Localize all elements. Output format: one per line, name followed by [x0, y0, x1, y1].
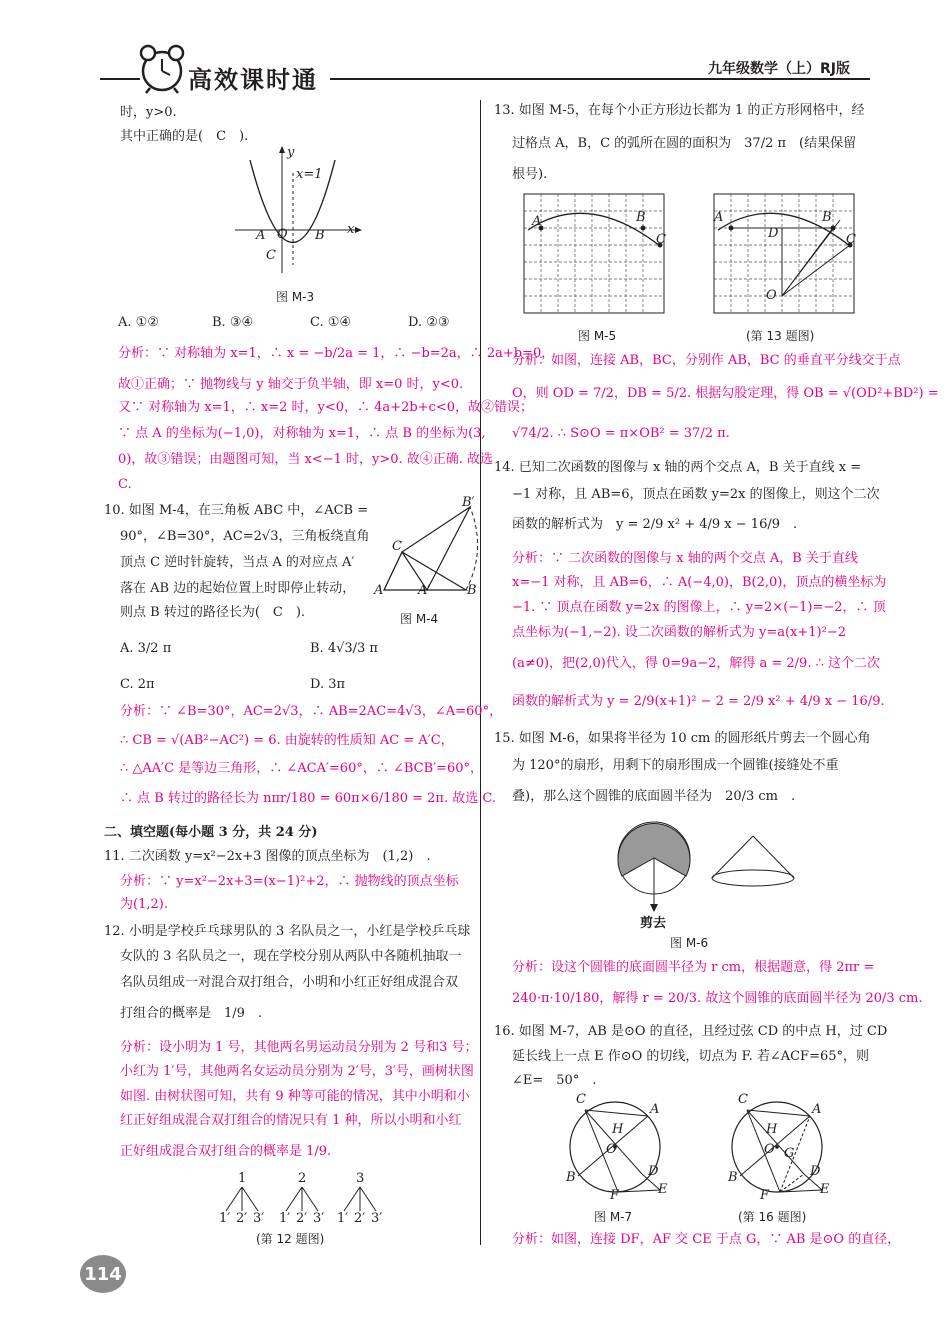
- q10-line1: 10. 如图 M-4，在三角板 ABC 中，∠ACB =: [104, 503, 369, 518]
- q16-line3: ∠E= 50° .: [512, 1073, 597, 1088]
- q13-line3: 根号).: [512, 167, 548, 182]
- analysis9-line6: C.: [118, 477, 132, 492]
- analysis11-line1: 分析：∵ y=x²−2x+3=(x−1)²+2，∴ 抛物线的顶点坐标: [120, 874, 459, 889]
- m7b-label-h: H: [766, 1122, 778, 1137]
- analysis9-line3: 又∵ 对称轴为 x=1，∴ x=2 时，y<0，∴ 4a+2b+c<0，故②错误；: [118, 400, 534, 415]
- tree-leaf: 3′: [313, 1211, 325, 1226]
- analysis9-line2: 故①正确；∵ 抛物线与 y 轴交于负半轴，即 x=0 时，y<0.: [118, 377, 464, 392]
- m5-label-a: A: [532, 214, 542, 229]
- tree-top-1: 1: [238, 1171, 247, 1186]
- m6-cut-label: 剪去: [640, 916, 667, 931]
- q16-line2: 延长线上一点 E 作⊙O 的切线，切点为 F. 若∠ACF=65°，则: [512, 1049, 870, 1064]
- m6-caption: 图 M-6: [670, 936, 709, 950]
- analysis13-line2: O，则 OD = 7/2，DB = 5/2. 根据勾股定理，得 OB = √(OD²+BD²) =: [512, 386, 939, 401]
- q9-option-c: C. ①④: [310, 315, 352, 330]
- q9-option-d: D. ②③: [408, 315, 450, 330]
- m7-label-e: E: [658, 1182, 668, 1197]
- m7-label-a: A: [650, 1102, 660, 1117]
- column-divider: [480, 100, 481, 1245]
- tree-leaf: 2′: [354, 1211, 366, 1226]
- analysis10-line1: 分析：∵ ∠B=30°，AC=2√3，∴ AB=2AC=4√3，∠A=60°，: [120, 704, 503, 719]
- analysis14-line6: 函数的解析式为 y = 2/9(x+1)² − 2 = 2/9 x² + 4/9 x − 16/9.: [512, 694, 885, 709]
- m7-label-d: D: [648, 1164, 659, 1179]
- q16-line1: 16. 如图 M-7，AB 是⊙O 的直径，且经过弦 CD 的中点 H，过 CD: [494, 1024, 888, 1039]
- analysis16-line1: 分析：如图，连接 DF，AF 交 CE 于点 G，∵ AB 是⊙O 的直径，: [512, 1232, 901, 1247]
- m5-label-c: C: [656, 232, 666, 247]
- analysis12-line5: 正好组成混合双打组合的概率是 1/9.: [120, 1144, 332, 1159]
- figure-m7-left: [560, 1092, 670, 1202]
- q15-line3: 叠)，那么这个圆锥的底面圆半径为 20/3 cm .: [512, 789, 796, 804]
- m4-label-c: C: [392, 539, 402, 554]
- q13-line2: 过格点 A，B，C 的弧所在圆的面积为 37/2 π (结果保留: [512, 136, 857, 151]
- q15-line2: 为 120°的扇形，用剩下的扇形围成一个圆锥(接缝处不重: [512, 758, 839, 773]
- analysis14-line1: 分析：∵ 二次函数的图像与 x 轴的两个交点 A，B 关于直线: [512, 551, 858, 566]
- figure-m5-right: [710, 190, 860, 320]
- q10-option-c: C. 2π: [120, 677, 155, 692]
- m7b-label-e: E: [820, 1182, 830, 1197]
- analysis12-line3: 如图. 由树状图可知，共有 9 种等可能的情况，其中小明和小: [120, 1089, 470, 1104]
- q9-tail: 时，y>0.: [120, 105, 177, 120]
- tree-diagram: [214, 1171, 394, 1227]
- m4-label-b: B: [467, 583, 477, 598]
- q10-line3: 顶点 C 逆时针旋转，当点 A 的对应点 A′: [120, 555, 355, 570]
- q12-line3: 名队员组成一对混合双打组合，小明和小红正好组成混合双: [120, 975, 459, 990]
- analysis10-line4: ∴ 点 B 转过的路径长为 nπr/180 = 60π×6/180 = 2π. 故选 C.: [120, 791, 496, 806]
- tree-leaf: 1′: [219, 1211, 231, 1226]
- analysis14-line3: −1. ∵ 顶点在函数 y=2x 的图像上，∴ y=2×(−1)=−2，∴ 顶: [512, 600, 886, 615]
- m5b-label-a: A: [714, 210, 724, 225]
- analysis15-line1: 分析：设这个圆锥的底面圆半径为 r cm，根据题意，得 2πr =: [512, 960, 875, 975]
- header-rule-right: [330, 78, 870, 80]
- analysis13-line3: √74/2. ∴ S⊙O = π×OB² = 37/2 π.: [512, 426, 730, 441]
- analysis9-line5: 0)，故③错误；由题图可知，当 x<−1 时，y>0. 故④正确. 故选: [118, 452, 494, 467]
- analysis12-line4: 红正好组成混合双打组合的情况只有 1 种，所以小明和小红: [120, 1113, 462, 1128]
- tree-caption: (第 12 题图): [256, 1232, 325, 1246]
- m4-label-a1: A′: [418, 583, 431, 598]
- header-edition: 九年级数学（上）RJ版: [708, 61, 850, 77]
- analysis12-line1: 分析：设小明为 1 号，其他两名男运动员分别为 2 号和3 号；: [120, 1040, 478, 1055]
- m7b-label-d: D: [810, 1164, 821, 1179]
- analysis9-line1: 分析：∵ 对称轴为 x=1，∴ x = −b/2a = 1，∴ −b=2a，∴ 2a+b=0，: [118, 346, 555, 361]
- analysis10-line2: ∴ CB = √(AB²−AC²) = 6. 由旋转的性质知 AC = A′C，: [120, 733, 454, 748]
- m4-label-b1: B′: [462, 495, 475, 510]
- figure-m7-right: [722, 1092, 832, 1202]
- m7b-label-c: C: [738, 1092, 748, 1107]
- m4-caption: 图 M-4: [400, 612, 439, 626]
- m5b-label-c: C: [846, 232, 856, 247]
- m5-caption2: (第 13 题图): [746, 329, 815, 343]
- analysis14-line2: x=−1 对称，且 AB=6，∴ A(−4,0)，B(2,0)，顶点的横坐标为: [512, 575, 887, 590]
- m7-label-b: B: [566, 1170, 576, 1185]
- figure-m6: [616, 818, 816, 931]
- q12-line2: 女队的 3 名队员之一，现在学校分别从两队中各随机抽取一: [120, 949, 462, 964]
- m7-label-c: C: [576, 1092, 586, 1107]
- m3-label-b: B: [315, 228, 325, 243]
- m5b-label-d: D: [768, 226, 779, 241]
- alarm-clock-logo-icon: [138, 42, 186, 94]
- m7-caption: 图 M-7: [594, 1210, 633, 1224]
- m3-label-o: O: [277, 227, 288, 242]
- m7b-label-a: A: [812, 1102, 822, 1117]
- q12-line4: 打组合的概率是 1/9 .: [120, 1006, 263, 1021]
- q10-line5: 则点 B 转过的路径长为( C ).: [120, 605, 306, 620]
- q14-line2: −1 对称，且 AB=6，顶点在函数 y=2x 的图像上，则这个二次: [512, 487, 880, 502]
- m7b-label-b: B: [728, 1170, 738, 1185]
- tree-leaf: 1′: [337, 1211, 349, 1226]
- analysis14-line5: (a≠0)，把(2,0)代入，得 0=9a−2，解得 a = 2/9. ∴ 这个二次: [512, 656, 880, 671]
- m3-label-c: C: [266, 248, 276, 263]
- q12-line1: 12. 小明是学校乒乓球男队的 3 名队员之一，小红是学校乒乓球: [104, 924, 471, 939]
- tree-leaf: 2′: [296, 1211, 308, 1226]
- analysis9-line4: ∵ 点 A 的坐标为(−1,0)，对称轴为 x=1，∴ 点 B 的坐标为(3,: [118, 426, 486, 441]
- figure-m3: [230, 145, 370, 275]
- tree-leaf: 2′: [236, 1211, 248, 1226]
- q15-line1: 15. 如图 M-6，如果将半径为 10 cm 的圆形纸片剪去一个圆心角: [494, 731, 871, 746]
- m7b-label-g: G: [784, 1146, 795, 1161]
- q9-option-b: B. ③④: [212, 315, 254, 330]
- figure-m4: [372, 495, 482, 600]
- m3-caption: 图 M-3: [276, 290, 315, 304]
- tree-leaf: 3′: [253, 1211, 265, 1226]
- q9-answer-line: 其中正确的是( C ).: [120, 129, 249, 144]
- q10-option-d: D. 3π: [310, 677, 346, 692]
- header-logo-text: 高效课时通: [188, 66, 318, 94]
- q14-line3: 函数的解析式为 y = 2/9 x² + 4/9 x − 16/9 .: [512, 517, 798, 532]
- tree-top-2: 2: [298, 1171, 307, 1186]
- m5b-label-b: B: [822, 210, 832, 225]
- q9-option-a: A. ①②: [118, 315, 159, 330]
- tree-leaf: 1′: [279, 1211, 291, 1226]
- m7-caption2: (第 16 题图): [738, 1210, 807, 1224]
- m7-label-h: H: [612, 1122, 624, 1137]
- q14-line1: 14. 已知二次函数的图像与 x 轴的两个交点 A，B 关于直线 x =: [494, 460, 862, 475]
- analysis14-line4: 点坐标为(−1,−2). 设二次函数的解析式为 y=a(x+1)²−2: [512, 625, 847, 640]
- analysis15-line2: 240·π·10/180，解得 r = 20/3. 故这个圆锥的底面圆半径为 20/3 cm.: [512, 991, 923, 1006]
- m7-label-o: O: [606, 1142, 617, 1157]
- section-fill-in-title: 二、填空题(每小题 3 分，共 24 分): [104, 825, 318, 840]
- figure-m5-left: [520, 190, 670, 320]
- m5-label-b: B: [636, 210, 646, 225]
- analysis12-line2: 小红为 1′号，其他两名女运动员分别为 2′号，3′号，画树状图: [120, 1064, 474, 1079]
- q11-text: 11. 二次函数 y=x²−2x+3 图像的顶点坐标为 (1,2) .: [104, 849, 431, 864]
- m7b-label-o: O: [764, 1142, 775, 1157]
- m5-caption: 图 M-5: [578, 329, 617, 343]
- analysis10-line3: ∴ △AA′C 是等边三角形，∴ ∠ACA′=60°，∴ ∠BCB′=60°，: [120, 761, 484, 776]
- tree-leaf: 3′: [371, 1211, 383, 1226]
- q10-option-a: A. 3/2 π: [120, 641, 172, 656]
- header-rule-left: [100, 78, 140, 80]
- q10-line4: 落在 AB 边的起始位置上时即停止转动，: [120, 581, 356, 596]
- m3-label-y: y: [287, 145, 295, 160]
- m3-label-a: A: [256, 228, 266, 243]
- q13-line1: 13. 如图 M-5，在每个小正方形边长都为 1 的正方形网格中，经: [494, 103, 865, 118]
- page-number: 114: [80, 1255, 126, 1293]
- m3-label-x: x: [347, 222, 355, 237]
- q10-line2: 90°，∠B=30°，AC=2√3，三角板绕直角: [120, 529, 370, 544]
- m7-label-f: F: [610, 1188, 620, 1203]
- analysis13-line1: 分析：如图，连接 AB，BC，分别作 AB，BC 的垂直平分线交于点: [512, 353, 901, 368]
- m3-label-axis: x=1: [296, 167, 323, 182]
- m5b-label-o: O: [766, 288, 777, 303]
- q10-option-b: B. 4√3/3 π: [310, 641, 378, 656]
- analysis11-line2: 为(1,2).: [120, 897, 168, 912]
- m7b-label-f: F: [760, 1188, 770, 1203]
- tree-top-3: 3: [356, 1171, 365, 1186]
- m4-label-a: A: [374, 583, 384, 598]
